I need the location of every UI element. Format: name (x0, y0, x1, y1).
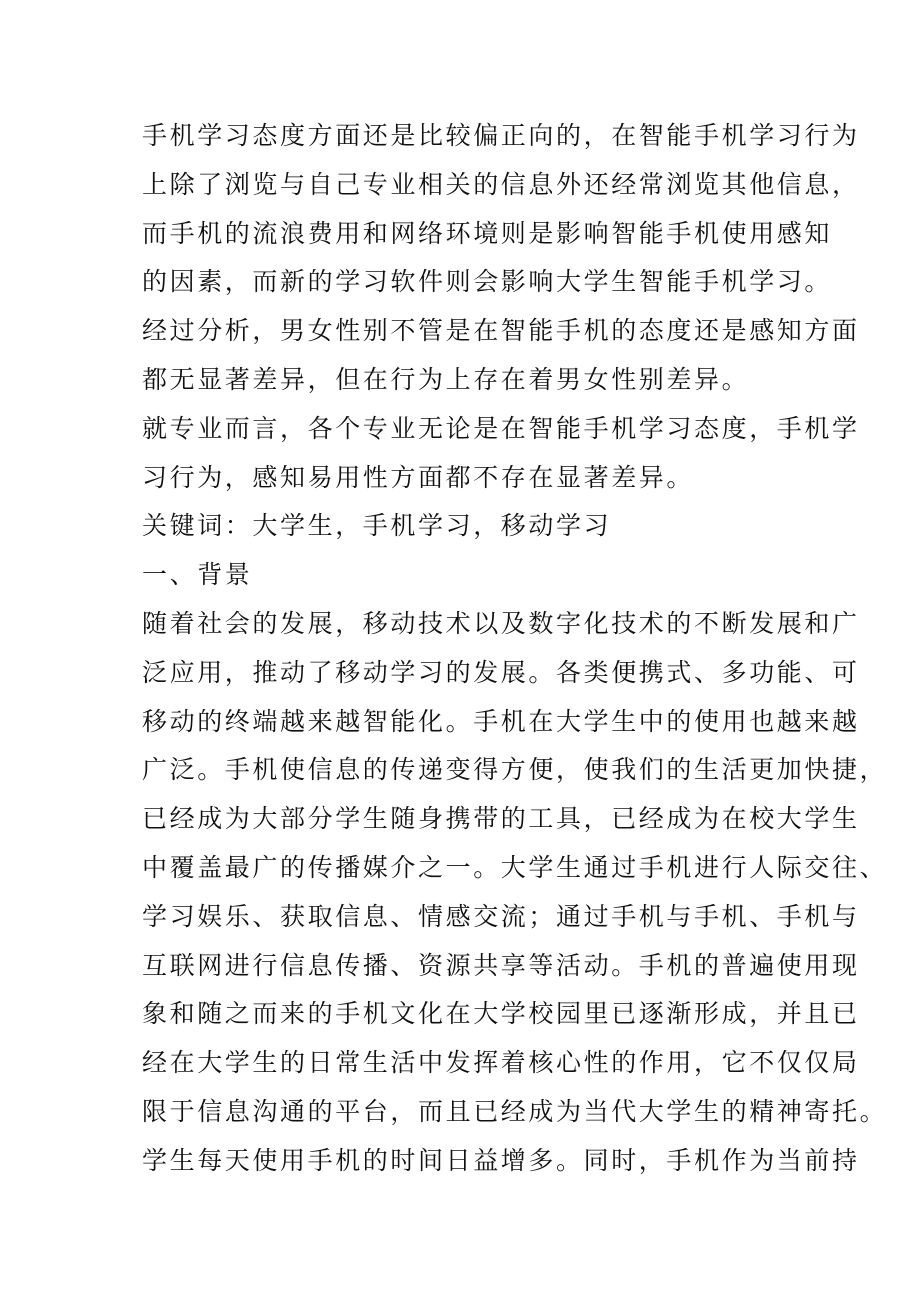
text-line: 象和随之而来的手机文化在大学校园里已逐渐形成，并且已 (142, 999, 860, 1029)
text-line: 已经成为大部分学生随身携带的工具，已经成为在校大学生 (142, 804, 860, 834)
text-line: 学生每天使用手机的时间日益增多。同时，手机作为当前持 (142, 1145, 860, 1175)
text-line: 习行为，感知易用性方面都不存在显著差异。 (142, 462, 695, 492)
text-line: 手机学习态度方面还是比较偏正向的，在智能手机学习行为 (142, 121, 860, 150)
text-line: 学习娱乐、获取信息、情感交流；通过手机与手机、手机与 (142, 901, 860, 931)
keywords-line: 关键词：大学生，手机学习，移动学习 (142, 511, 612, 541)
text-line: 经在大学生的日常生活中发挥着核心性的作用，它不仅仅局 (142, 1048, 860, 1078)
text-line: 广泛。手机使信息的传递变得方便，使我们的生活更加快捷， (142, 755, 888, 785)
text-line: 上除了浏览与自己专业相关的信息外还经常浏览其他信息， (142, 169, 860, 199)
text-line: 泛应用，推动了移动学习的发展。各类便携式、多功能、可 (142, 657, 860, 687)
text-line: 经过分析，男女性别不管是在智能手机的态度还是感知方面 (142, 316, 860, 346)
text-line: 随着社会的发展，移动技术以及数字化技术的不断发展和广 (142, 608, 860, 638)
text-line: 互联网进行信息传播、资源共享等活动。手机的普遍使用现 (142, 950, 860, 980)
section-heading: 一、背景 (142, 560, 253, 590)
text-line: 限于信息沟通的平台，而且已经成为当代大学生的精神寄托。 (142, 1096, 888, 1126)
text-line: 移动的终端越来越智能化。手机在大学生中的使用也越来越 (142, 706, 860, 736)
text-line: 都无显著差异，但在行为上存在着男女性别差异。 (142, 364, 750, 394)
body-text (142, 112, 888, 1186)
text-line: 的因素，而新的学习软件则会影响大学生智能手机学习。 (142, 267, 833, 297)
text-line: 就专业而言，各个专业无论是在智能手机学习态度，手机学 (142, 413, 860, 443)
text-line: 中覆盖最广的传播媒介之一。大学生通过手机进行人际交往、 (142, 852, 888, 882)
text-line: 而手机的流浪费用和网络环境则是影响智能手机使用感知 (142, 218, 833, 248)
